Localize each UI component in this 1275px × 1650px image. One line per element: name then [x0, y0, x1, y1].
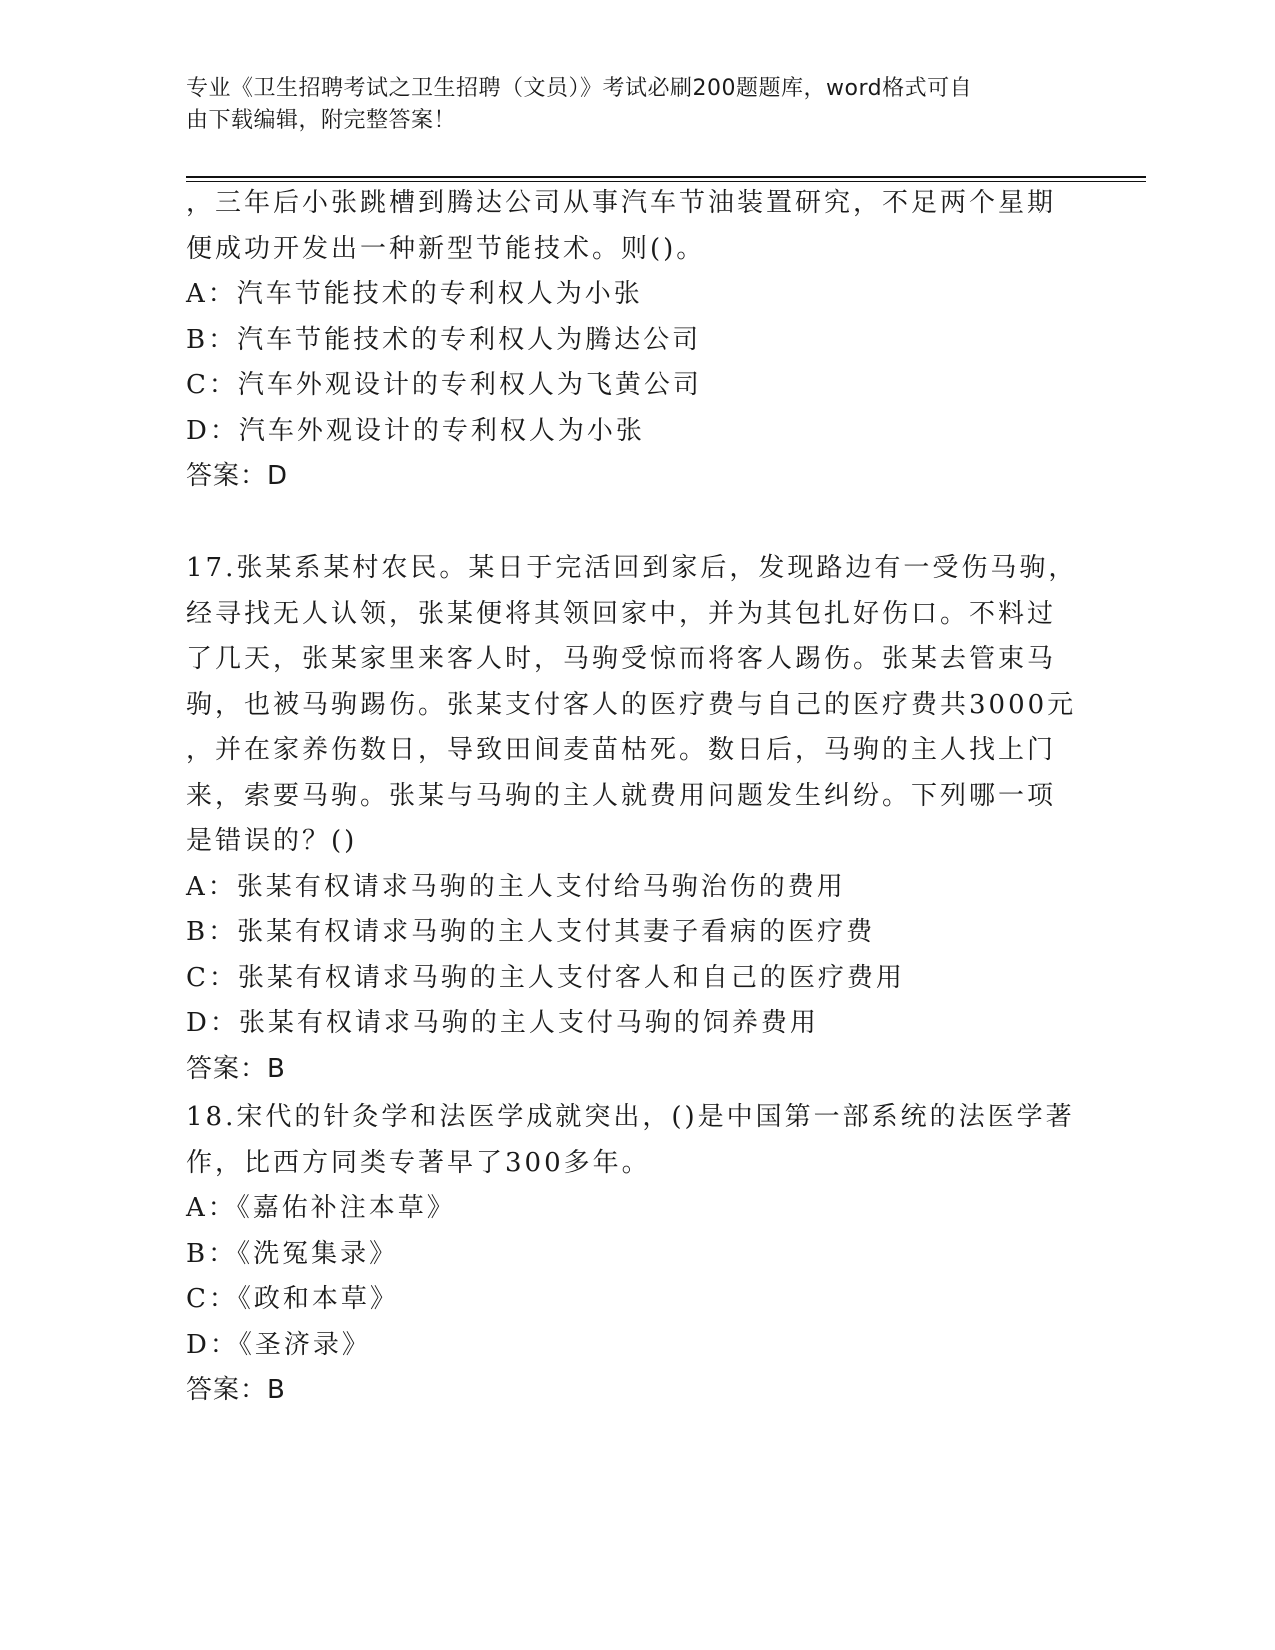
question-stem-line: ，三年后小张跳槽到腾达公司从事汽车节油装置研究，不足两个星期	[186, 188, 1057, 218]
question-stem-line: 作，比西方同类专著早了300多年。	[186, 1147, 651, 1178]
option-c: C：汽车外观设计的专利权人为飞黄公司	[186, 370, 702, 400]
header-line-1: 专业《卫生招聘考试之卫生招聘（文员）》考试必刷200题题库，word格式可自	[186, 76, 973, 101]
option-c: C：张某有权请求马驹的主人支付客人和自己的医疗费用	[186, 962, 905, 993]
question-stem-line: 了几天，张某家里来客人时，马驹受惊而将客人踢伤。张某去管束马	[186, 644, 1057, 674]
question-stem-line: 经寻找无人认领，张某便将其领回家中，并为其包扎好伤口。不料过	[186, 598, 1057, 629]
question-stem-line: 来，索要马驹。张某与马驹的主人就费用问题发生纠纷。下列哪一项	[186, 780, 1057, 811]
option-a: A：《嘉佑补注本草》	[186, 1193, 456, 1223]
answer-label: 答案：D	[186, 461, 289, 491]
question-stem-line: 便成功开发出一种新型节能技术。则()。	[186, 233, 706, 264]
option-b: B：张某有权请求马驹的主人支付其妻子看病的医疗费	[186, 917, 876, 947]
header-divider-thick	[186, 176, 1146, 178]
document-header	[186, 73, 1066, 137]
option-d: D：汽车外观设计的专利权人为小张	[186, 415, 645, 446]
question-stem-line: 18.宋代的针灸学和法医学成就突出，()是中国第一部系统的法医学著	[186, 1102, 1075, 1132]
option-b: B：《洗冤集录》	[186, 1238, 399, 1269]
answer-label: 答案：B	[186, 1375, 286, 1405]
option-d: D：张某有权请求马驹的主人支付马驹的饲养费用	[186, 1008, 819, 1038]
question-stem-line: 17.张某系某村农民。某日于完活回到家后，发现路边有一受伤马驹，	[186, 553, 1078, 583]
question-stem-line: 是错误的？()	[186, 826, 358, 856]
header-line-2: 由下载编辑，附完整答案！	[186, 108, 457, 133]
option-a: A：汽车节能技术的专利权人为小张	[186, 279, 643, 309]
option-c: C：《政和本草》	[186, 1284, 399, 1314]
answer-label: 答案：B	[186, 1053, 286, 1084]
option-a: A：张某有权请求马驹的主人支付给马驹治伤的费用	[186, 871, 846, 902]
question-17	[186, 546, 1086, 1092]
option-b: B：汽车节能技术的专利权人为腾达公司	[186, 324, 702, 355]
question-18	[186, 1095, 1086, 1414]
question-stem-line: ，并在家养伤数日，导致田间麦苗枯死。数日后，马驹的主人找上门	[186, 735, 1057, 765]
question-stem-line: 驹，也被马驹踢伤。张某支付客人的医疗费与自己的医疗费共3000元	[186, 689, 1077, 720]
question-16	[186, 181, 1086, 500]
option-d: D：《圣济录》	[186, 1329, 371, 1360]
